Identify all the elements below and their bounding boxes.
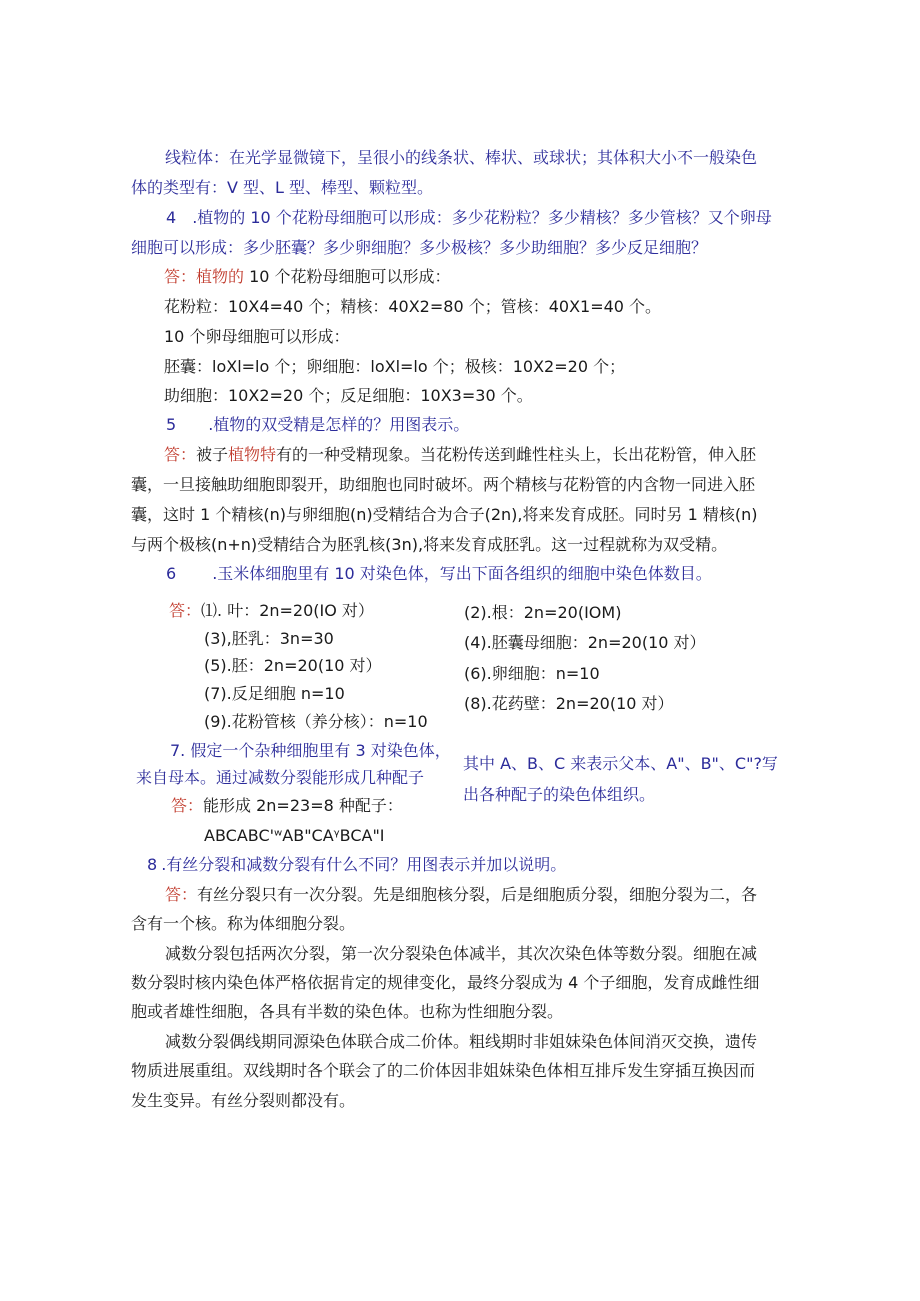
q5-question bbox=[166, 415, 469, 435]
q4-answer-line-4: 助细胞：10X2=20 个；反足细胞：10X3=30 个。 bbox=[164, 386, 533, 405]
q7-question-left-line-2: 来自母本。通过减数分裂能形成几种配子 bbox=[136, 768, 425, 787]
q8-answer-p3-line-1: 减数分裂偶线期同源染色体联合成二价体。粗线期时非姐妹染色体间消灭交换，遗传 bbox=[165, 1032, 758, 1051]
q8-answer-p2-line-1: 减数分裂包括两次分裂，第一次分裂染色体减半，其次次染色体等数分裂。细胞在减 bbox=[165, 944, 758, 963]
q8-answer-p2-line-3: 胞或者雄性细胞，各具有半数的染色体。也称为性细胞分裂。 bbox=[131, 1002, 564, 1021]
q8-number: 8 bbox=[147, 855, 158, 874]
q8-answer-p3-line-2: 物质进展重组。双线期时各个联会了的二价体因非姐妹染色体相互排斥发生穿插互换因而 bbox=[131, 1061, 756, 1080]
q6-answer-label: 答： bbox=[169, 601, 202, 620]
q8-answer-label: 答： bbox=[165, 885, 198, 904]
q4-question-line-2: 细胞可以形成：多少胚囊？多少卵细胞？多少极核？多少助细胞？多少反足细胞？ bbox=[131, 238, 708, 257]
q4-answer-label: 答：植物的 bbox=[164, 267, 245, 286]
q5-text: .植物的双受精是怎样的？用图表示。 bbox=[208, 415, 470, 434]
q6-answer-row-1-left bbox=[169, 601, 374, 621]
q5-answer-part-b: 植物特 bbox=[228, 445, 277, 464]
q6-item-7: (7).反足细胞 n=10 bbox=[204, 684, 345, 703]
q5-number: 5 bbox=[166, 415, 177, 434]
q5-answer-line-1 bbox=[164, 445, 756, 465]
q6-item-6: (6).卵细胞：n=10 bbox=[464, 664, 600, 683]
q4-answer-line-3: 胚囊：loXl=lo 个；卵细胞：loXl=lo 个；极核：10X2=20 个； bbox=[164, 357, 626, 376]
q7-question-right-line-2: 出各种配子的染色体组织。 bbox=[463, 785, 656, 804]
q6-item-2: (2).根：2n=20(IOM) bbox=[464, 603, 622, 622]
q6-item-4: (4).胚囊母细胞：2n=20(10 对） bbox=[464, 633, 706, 652]
q7-answer-sequence: ABCABC'ʷAB"CAᵞBCA"I bbox=[204, 826, 385, 845]
q6-item-1: ⑴. 叶：2n=20(IO 对） bbox=[201, 601, 374, 620]
q4-answer-line-2: 10 个卵母细胞可以形成： bbox=[164, 327, 350, 346]
q7-answer-line-1 bbox=[171, 796, 403, 816]
q6-item-5: (5).胚：2n=20(10 对） bbox=[204, 656, 382, 675]
q7-answer-text: 能形成 2n=23=8 种配子： bbox=[203, 796, 403, 815]
q5-answer-line-3: 囊，这时 1 个精核(n)与卵细胞(n)受精结合为合子(2n),将来发育成胚。同时另 1 精核(n) bbox=[131, 505, 758, 524]
q6-question bbox=[166, 564, 712, 584]
q4-question-line-1 bbox=[166, 208, 772, 228]
q5-answer-line-4: 与两个极核(n+n)受精结合为胚乳核(3n),将来发育成胚乳。这一过程就称为双受精。 bbox=[131, 535, 728, 554]
q5-answer-label: 答： bbox=[164, 445, 197, 464]
q8-answer-p2-line-2: 数分裂时核内染色体严格依据肯定的规律变化，最终分裂成为 4 个子细胞，发育成雌性细 bbox=[131, 973, 760, 992]
q4-answer-intro: 10 个花粉母细胞可以形成： bbox=[244, 267, 451, 286]
q8-text: .有丝分裂和减数分裂有什么不同？用图表示并加以说明。 bbox=[161, 855, 567, 874]
q7-answer-label: 答： bbox=[171, 796, 204, 815]
q8-answer-p1-line-1 bbox=[165, 885, 757, 905]
q8-answer-p1-line-2: 含有一个核。称为体细胞分裂。 bbox=[131, 914, 356, 933]
mito-line-2: 体的类型有：V 型、L 型、棒型、颗粒型。 bbox=[131, 178, 434, 197]
q5-answer-line-2: 囊，一旦接触助细胞即裂开，助细胞也同时破坏。两个精核与花粉管的内含物一同进入胚 bbox=[131, 475, 756, 494]
mito-line-1: 线粒体：在光学显微镜下，呈很小的线条状、棒状、或球状；其体积大小不一般染色 bbox=[165, 148, 758, 167]
q5-answer-part-c: 有的一种受精现象。当花粉传送到雌性柱头上，长出花粉管，伸入胚 bbox=[276, 445, 757, 464]
q6-number: 6 bbox=[166, 564, 177, 583]
q6-item-9: (9).花粉管核（养分核）：n=10 bbox=[204, 712, 428, 731]
q6-text: .玉米体细胞里有 10 对染色体，写出下面各组织的细胞中染色体数目。 bbox=[212, 564, 712, 583]
q8-question bbox=[147, 855, 566, 875]
q4-text: .植物的 10 个花粉母细胞可以形成：多少花粉粒？多少精核？多少管核？又个卵母 bbox=[192, 208, 772, 227]
q6-item-3: (3),胚乳：3n=30 bbox=[204, 629, 334, 648]
q4-answer-heading bbox=[164, 267, 451, 287]
q8-answer-p1-text: 有丝分裂只有一次分裂。先是细胞核分裂，后是细胞质分裂，细胞分裂为二，各 bbox=[197, 885, 758, 904]
q5-answer-part-a: 被子 bbox=[196, 445, 229, 464]
q7-question-right-line-1: 其中 A、B、C 来表示父本、A"、B"、C"?写 bbox=[463, 754, 778, 773]
q7-question-left-line-1: 7. 假定一个杂种细胞里有 3 对染色体， bbox=[170, 741, 451, 760]
q4-number: 4 bbox=[166, 208, 177, 227]
q6-item-8: (8).花药壁：2n=20(10 对） bbox=[464, 694, 674, 713]
q4-answer-line-1: 花粉粒：10X4=40 个；精核：40X2=80 个；管核：40X1=40 个。 bbox=[164, 297, 662, 316]
q8-answer-p3-line-3: 发生变异。有丝分裂则都没有。 bbox=[131, 1091, 356, 1110]
